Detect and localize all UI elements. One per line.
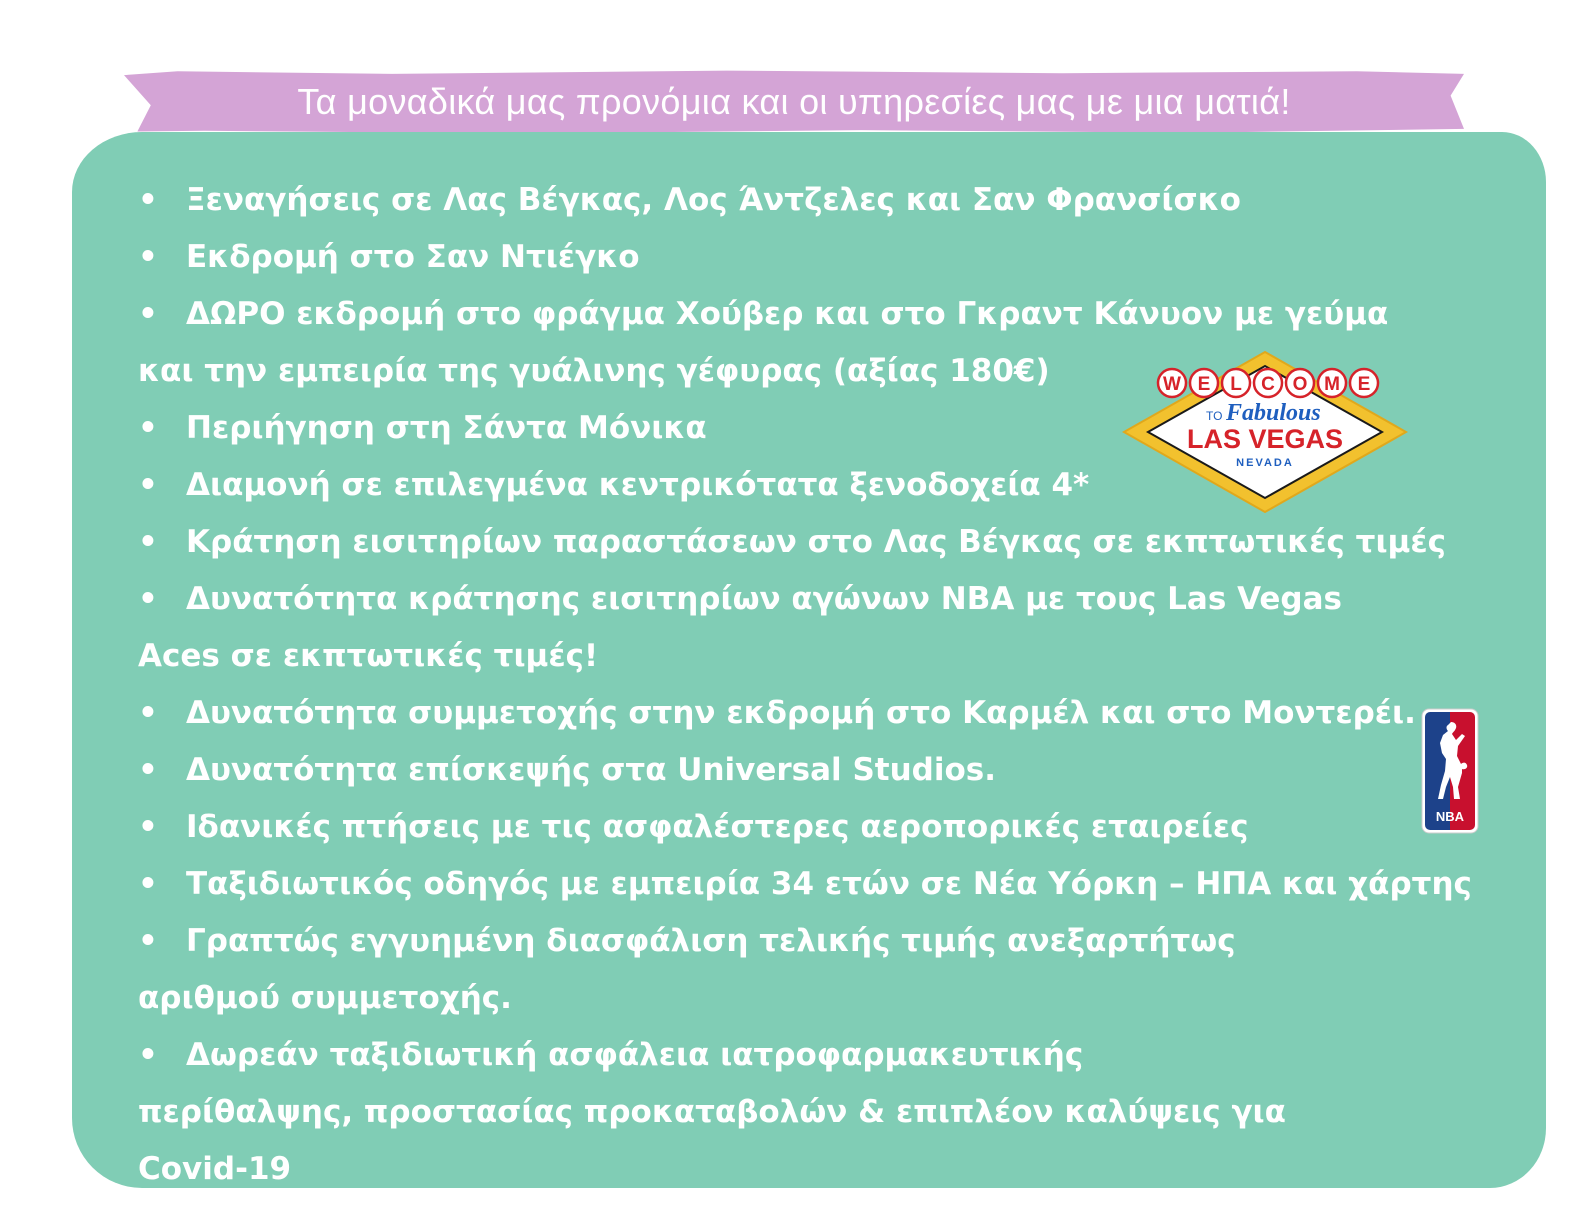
welcome-letter: E <box>1357 374 1371 395</box>
sign-nevada-text: NEVADA <box>1236 457 1294 469</box>
bullet: • <box>138 239 158 275</box>
sign-fabulous-text: Fabulous <box>1226 400 1321 426</box>
list-item <box>138 172 1478 229</box>
list-item <box>138 514 1478 571</box>
list-item-text: Δυνατότητα επίσκεψής στα Universal Studios. <box>186 752 997 788</box>
list-item-text: Εκδρομή στο Σαν Ντιέγκο <box>186 239 640 275</box>
welcome-letters <box>1158 369 1378 397</box>
bullet: • <box>138 1037 158 1073</box>
list-item <box>138 856 1478 913</box>
list-item-text: Δυνατότητα κράτησης εισιτηρίων αγώνων NBA με τους Las Vegas Aces σε εκπτωτικές τιμές! <box>138 581 1342 674</box>
list-item-text: Διαμονή σε επιλεγμένα κεντρικότατα ξενοδοχεία 4* <box>186 467 1090 503</box>
bullet: • <box>138 581 158 617</box>
list-item-text: ΔΩΡΟ εκδρομή στο φράγμα Χούβερ και στο Γκραντ Κάνυον με γεύμα και την εμπειρία της γυάλινης γέφυρας (αξίας 180€) <box>138 296 1389 389</box>
list-item-text: Δωρεάν ταξιδιωτική ασφάλεια ιατροφαρμακευτικής περίθαλψης, προστασίας προκαταβολών & επιπλέον καλύψεις για Covid-19 <box>138 1037 1286 1187</box>
bullet: • <box>138 695 158 731</box>
bullet: • <box>138 467 158 503</box>
list-item-text: Κράτηση εισιτηρίων παραστάσεων στο Λας Βέγκας σε εκπτωτικές τιμές <box>186 524 1446 560</box>
list-item <box>138 742 1478 799</box>
welcome-letter: C <box>1261 374 1275 395</box>
list-item-text: Ξεναγήσεις σε Λας Βέγκας, Λος Άντζελες και Σαν Φρανσίσκο <box>186 182 1241 218</box>
features-list <box>138 172 1478 1198</box>
bullet: • <box>138 866 158 902</box>
welcome-letter: O <box>1292 374 1308 395</box>
list-item <box>138 1027 1478 1198</box>
bullet: • <box>138 182 158 218</box>
bullet: • <box>138 296 158 332</box>
list-item <box>138 799 1478 856</box>
sign-las-vegas-text: LAS VEGAS <box>1186 424 1344 454</box>
nba-logo <box>1421 708 1479 834</box>
nba-logo-text: NBA <box>1435 809 1465 824</box>
bullet: • <box>138 923 158 959</box>
welcome-letter: L <box>1230 374 1242 395</box>
welcome-letter: M <box>1324 374 1340 395</box>
bullet: • <box>138 809 158 845</box>
list-item-text: Δυνατότητα συμμετοχής στην εκδρομή στο Καρμέλ και στο Μοντερέι. <box>186 695 1416 731</box>
las-vegas-sign-logo <box>1120 348 1410 516</box>
page-title: Τα μοναδικά μας προνόμια και οι υπηρεσίες μας με μια ματιά! <box>297 81 1291 122</box>
list-item <box>138 229 1478 286</box>
list-item <box>138 685 1478 742</box>
list-item-text: Ταξιδιωτικός οδηγός με εμπειρία 34 ετών σε Νέα Υόρκη – ΗΠΑ και χάρτης <box>186 866 1472 902</box>
list-item <box>138 913 1478 1027</box>
list-item-text: Γραπτώς εγγυημένη διασφάλιση τελικής τιμής ανεξαρτήτως αριθμού συμμετοχής. <box>138 923 1236 1016</box>
list-item <box>138 571 1478 685</box>
sign-to-text: TO <box>1206 409 1223 423</box>
welcome-letter: W <box>1163 374 1181 395</box>
bullet: • <box>138 410 158 446</box>
welcome-letter: E <box>1197 374 1211 395</box>
bullet: • <box>138 752 158 788</box>
list-item-text: Περιήγηση στη Σάντα Μόνικα <box>186 410 707 446</box>
list-item-text: Ιδανικές πτήσεις με τις ασφαλέστερες αεροπορικές εταιρείες <box>186 809 1249 845</box>
bullet: • <box>138 524 158 560</box>
